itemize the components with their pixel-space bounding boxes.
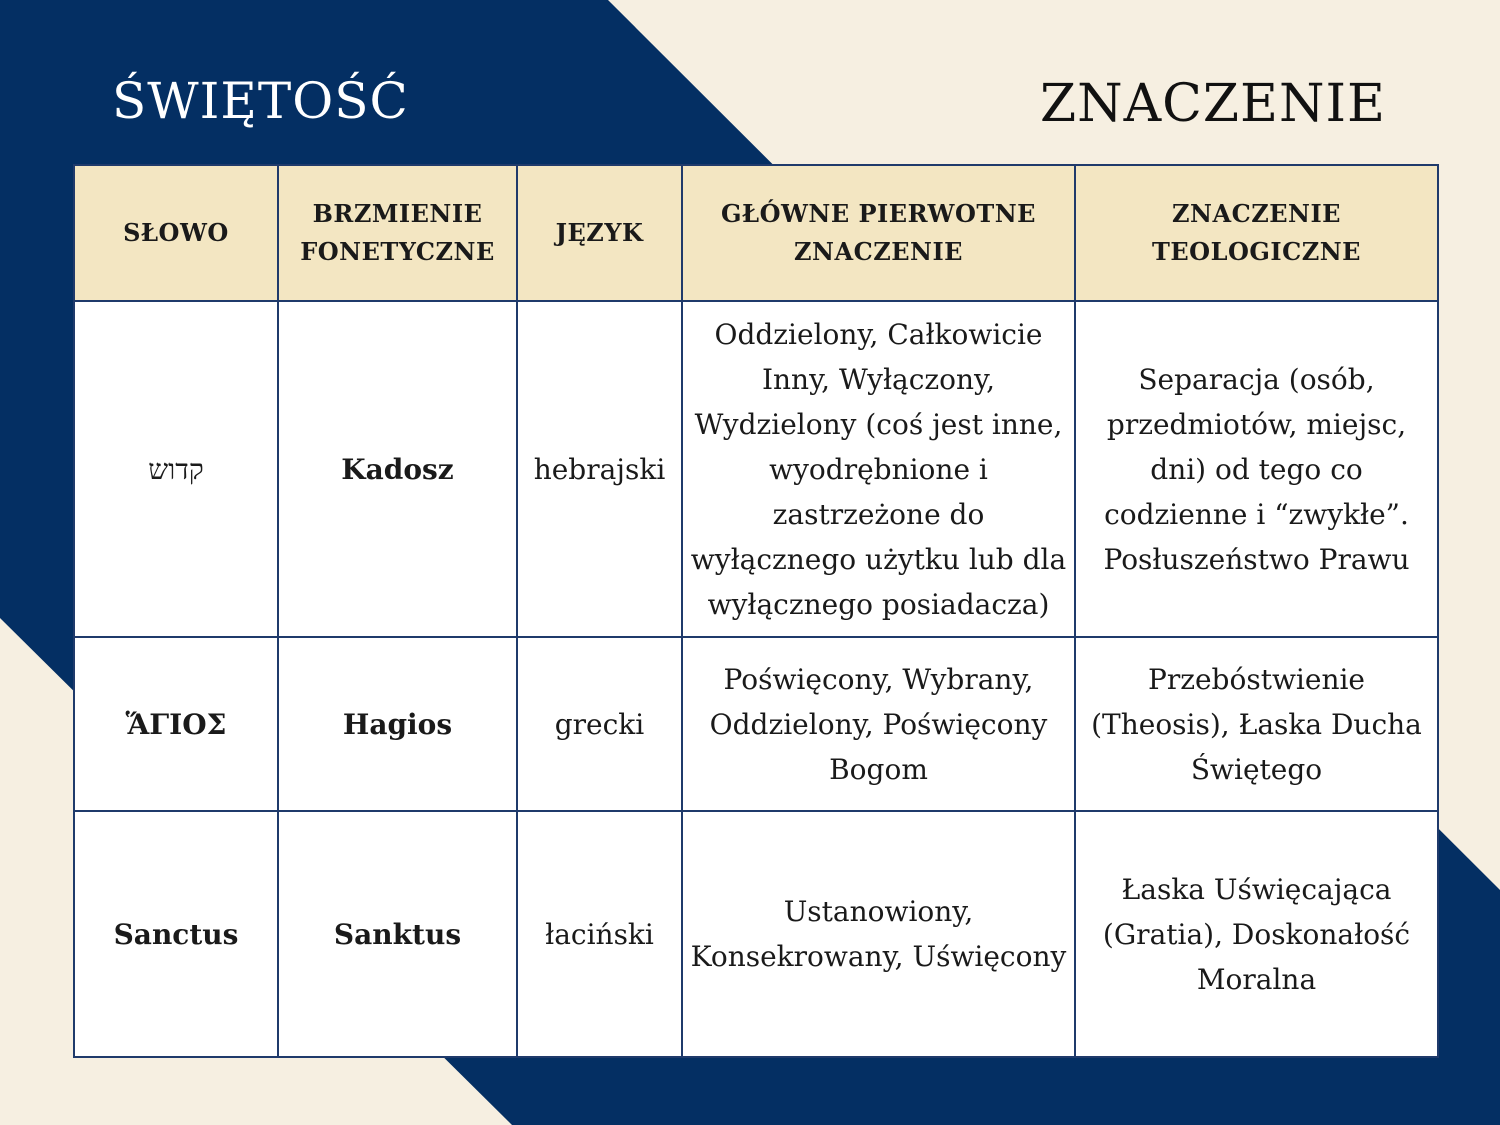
language-cell: łaciński — [517, 811, 682, 1057]
header-word: SŁOWO — [74, 165, 278, 301]
table-row — [74, 637, 1438, 811]
holiness-table — [73, 164, 1439, 1058]
table-row — [74, 811, 1438, 1057]
word-cell: קדוש — [74, 301, 278, 637]
phonetic-cell: Kadosz — [278, 301, 517, 637]
language-cell: hebrajski — [517, 301, 682, 637]
header-theology: ZNACZENIE TEOLOGICZNE — [1075, 165, 1438, 301]
meaning-cell: Ustanowiony, Konsekrowany, Uświęcony — [682, 811, 1075, 1057]
table-header-row — [74, 165, 1438, 301]
word-cell: Sanctus — [74, 811, 278, 1057]
page-subtitle: ZNACZENIE — [1039, 74, 1386, 134]
page-title: ŚWIĘTOŚĆ — [112, 72, 409, 130]
header-meaning: GŁÓWNE PIERWOTNE ZNACZENIE — [682, 165, 1075, 301]
theology-cell: Przebóstwienie (Theosis), Łaska Ducha Świętego — [1075, 637, 1438, 811]
table-row — [74, 301, 1438, 637]
theology-cell: Łaska Uświęcająca (Gratia), Doskonałość Moralna — [1075, 811, 1438, 1057]
header-language: JĘZYK — [517, 165, 682, 301]
meaning-cell: Poświęcony, Wybrany, Oddzielony, Poświęcony Bogom — [682, 637, 1075, 811]
theology-cell: Separacja (osób, przedmiotów, miejsc, dni) od tego co codzienne i “zwykłe”. Posłuszeństwo Prawu — [1075, 301, 1438, 637]
phonetic-cell: Hagios — [278, 637, 517, 811]
language-cell: grecki — [517, 637, 682, 811]
header-phonetic: BRZMIENIE FONETYCZNE — [278, 165, 517, 301]
meaning-cell: Oddzielony, Całkowicie Inny, Wyłączony, Wydzielony (coś jest inne, wyodrębnione i zastrzeżone do wyłącznego użytku lub dla wyłącznego posiadacza) — [682, 301, 1075, 637]
phonetic-cell: Sanktus — [278, 811, 517, 1057]
word-cell: ἍΓΙΟΣ — [74, 637, 278, 811]
